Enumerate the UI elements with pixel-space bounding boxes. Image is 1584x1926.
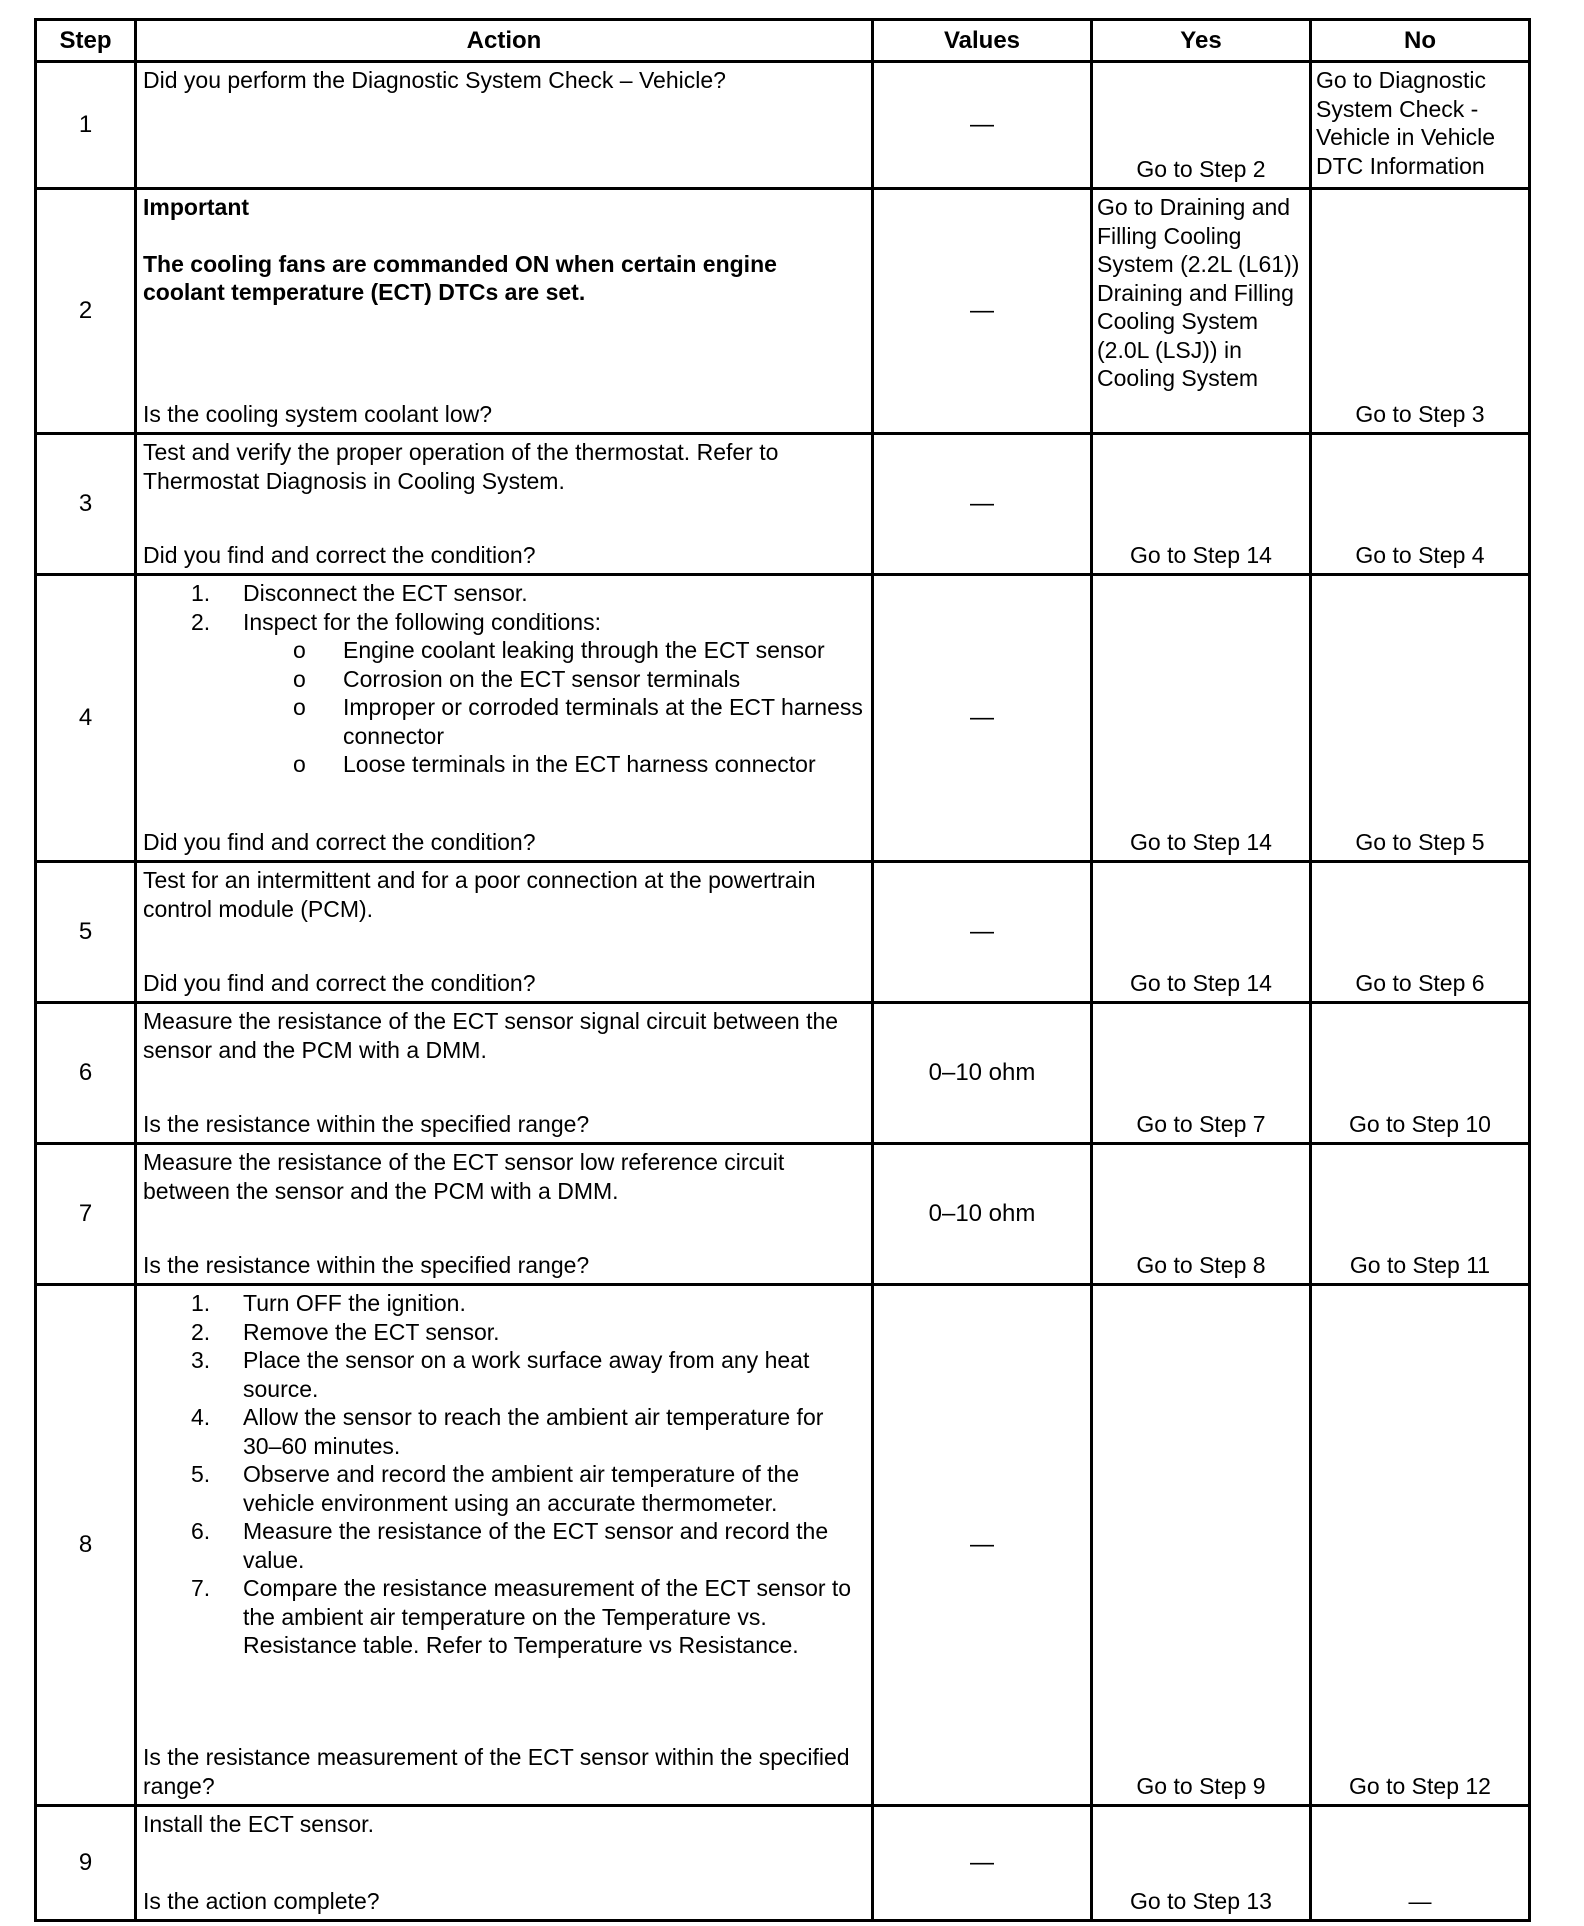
action-body — [143, 66, 865, 95]
yes-cell — [1092, 189, 1311, 434]
values-text: 0–10 ohm — [928, 1059, 1036, 1086]
table-row — [36, 1806, 1530, 1921]
table-row — [36, 189, 1530, 434]
values-cell — [873, 434, 1092, 575]
action-instruction: Test for an intermittent and for a poor connection at the powertrain control module (PCM). — [143, 867, 816, 922]
no-content — [1312, 1145, 1528, 1283]
action-cell — [136, 575, 873, 862]
yes-link: Go to Step 14 — [1130, 541, 1272, 568]
list-text: Inspect for the following conditions: — [243, 608, 601, 635]
values-text: — — [970, 297, 994, 324]
action-cell — [136, 1285, 873, 1806]
list-number: 1. — [191, 1290, 211, 1316]
table-row — [36, 434, 1530, 575]
table-row — [36, 1003, 1530, 1144]
yes-content — [1093, 1286, 1309, 1804]
step-cell — [36, 1285, 136, 1806]
yes-cell — [1092, 62, 1311, 189]
action-cell — [136, 862, 873, 1003]
no-cell — [1311, 1806, 1530, 1921]
yes-link: Go to Step 14 — [1130, 969, 1272, 996]
table-row — [36, 862, 1530, 1003]
action-question: Is the resistance measurement of the ECT sensor within the specified range? — [143, 1744, 850, 1799]
action-body — [143, 1007, 865, 1064]
yes-cell — [1092, 1003, 1311, 1144]
yes-link: Go to Step 7 — [1136, 1110, 1266, 1137]
list-text: Observe and record the ambient air temperature of the vehicle environment using an accurate thermometer. — [243, 1461, 800, 1516]
values-cell — [873, 1285, 1092, 1806]
action-content — [137, 1807, 871, 1919]
step-number: 6 — [78, 1059, 93, 1086]
bullet-marker: o — [293, 751, 306, 777]
action-body — [143, 438, 865, 495]
no-content — [1312, 1004, 1528, 1142]
step-number: 3 — [78, 490, 93, 517]
yes-link: Go to Step 8 — [1136, 1251, 1266, 1278]
bullet-text: Engine coolant leaking through the ECT sensor — [343, 637, 825, 663]
no-link: Go to Step 12 — [1349, 1772, 1491, 1799]
bullet-item — [143, 665, 865, 694]
action-body — [143, 1289, 865, 1660]
list-number: 7. — [191, 1575, 211, 1601]
action-question: Is the resistance within the specified range? — [143, 1110, 590, 1137]
values-cell — [873, 862, 1092, 1003]
action-instruction: Measure the resistance of the ECT sensor low reference circuit between the sensor and the PCM with a DMM. — [143, 1149, 785, 1204]
action-cell — [136, 62, 873, 189]
values-text: — — [970, 111, 994, 138]
numbered-list — [143, 579, 865, 779]
step-cell — [36, 575, 136, 862]
values-text: — — [970, 1531, 994, 1558]
list-number: 2. — [191, 1318, 211, 1345]
header-row — [36, 20, 1530, 62]
bullet-item — [143, 636, 865, 665]
bullet-marker: o — [293, 637, 306, 663]
step-number: 2 — [78, 297, 93, 324]
list-item — [143, 1403, 865, 1460]
list-number: 1. — [191, 580, 211, 606]
list-text: Compare the resistance measurement of the ECT sensor to the ambient air temperature on the Temperature vs. Resistance table. Refer to Temperature vs Resistance. — [243, 1575, 852, 1658]
no-link: Go to Step 10 — [1349, 1110, 1491, 1137]
no-cell — [1311, 575, 1530, 862]
list-item — [143, 1318, 865, 1347]
bullet-list — [243, 636, 865, 779]
bullet-item — [143, 750, 865, 779]
action-body — [143, 1148, 865, 1205]
yes-content — [1093, 435, 1309, 573]
header-values: Values — [873, 20, 1092, 62]
yes-link: Go to Step 9 — [1136, 1772, 1266, 1799]
values-cell — [873, 189, 1092, 434]
action-body — [143, 866, 865, 923]
values-text: — — [970, 704, 994, 731]
bullet-item — [143, 693, 865, 750]
action-question: Is the cooling system coolant low? — [143, 400, 493, 427]
no-link: Go to Diagnostic System Check - Vehicle in Vehicle DTC Information — [1316, 67, 1496, 179]
action-cell — [136, 1144, 873, 1285]
no-cell — [1311, 1144, 1530, 1285]
yes-link: Go to Step 2 — [1136, 155, 1266, 182]
header-no: No — [1311, 20, 1530, 62]
yes-content — [1093, 576, 1309, 860]
no-cell — [1311, 434, 1530, 575]
table-row — [36, 575, 1530, 862]
important-heading: Important — [143, 194, 250, 220]
yes-link: Go to Step 14 — [1130, 828, 1272, 855]
list-item — [143, 1517, 865, 1574]
action-content — [137, 63, 871, 187]
step-number: 7 — [78, 1200, 93, 1227]
important-note: The cooling fans are commanded ON when certain engine coolant temperature (ECT) DTCs are set. — [143, 250, 777, 305]
values-cell — [873, 62, 1092, 189]
step-number: 1 — [78, 111, 93, 138]
list-item — [143, 1289, 865, 1318]
no-content — [1312, 63, 1528, 187]
values-cell — [873, 575, 1092, 862]
no-link: Go to Step 11 — [1349, 1251, 1491, 1278]
action-instruction: Test and verify the proper operation of the thermostat. Refer to Thermostat Diagnosis in Cooling System. — [143, 439, 779, 494]
yes-cell — [1092, 575, 1311, 862]
list-text: Remove the ECT sensor. — [243, 1318, 500, 1345]
yes-content — [1093, 63, 1309, 187]
action-question: Did you find and correct the condition? — [143, 969, 536, 996]
list-number: 6. — [191, 1518, 211, 1544]
list-item — [143, 1574, 865, 1660]
action-body — [143, 579, 865, 779]
no-link: Go to Step 4 — [1355, 541, 1485, 568]
no-content — [1312, 1286, 1528, 1804]
yes-link: Go to Draining and Filling Cooling System (2.2L (L61)) Draining and Filling Cooling System (2.0L (LSJ)) in Cooling System — [1097, 194, 1300, 391]
yes-cell — [1092, 1285, 1311, 1806]
list-item — [143, 608, 865, 779]
step-cell — [36, 189, 136, 434]
no-link: Go to Step 3 — [1355, 400, 1485, 427]
values-text: 0–10 ohm — [928, 1200, 1036, 1227]
no-link: Go to Step 5 — [1355, 828, 1485, 855]
step-number: 8 — [78, 1531, 93, 1558]
list-item — [143, 579, 865, 608]
action-content — [137, 863, 871, 1001]
bullet-text: Improper or corroded terminals at the ECT harness connector — [343, 694, 863, 749]
values-text: — — [970, 918, 994, 945]
header-step: Step — [36, 20, 136, 62]
action-content — [137, 1286, 871, 1804]
no-cell — [1311, 1003, 1530, 1144]
yes-content — [1093, 1004, 1309, 1142]
step-cell — [36, 862, 136, 1003]
step-number: 9 — [78, 1849, 93, 1876]
action-body — [143, 1810, 865, 1839]
step-cell — [36, 1003, 136, 1144]
table-row — [36, 1285, 1530, 1806]
yes-cell — [1092, 434, 1311, 575]
yes-cell — [1092, 862, 1311, 1003]
list-item — [143, 1346, 865, 1403]
action-question: Is the resistance within the specified range? — [143, 1251, 590, 1278]
values-cell — [873, 1003, 1092, 1144]
action-cell — [136, 1003, 873, 1144]
values-cell — [873, 1144, 1092, 1285]
list-number: 5. — [191, 1461, 211, 1487]
bullet-text: Corrosion on the ECT sensor terminals — [343, 665, 741, 692]
step-cell — [36, 62, 136, 189]
table-row — [36, 1144, 1530, 1285]
no-link: Go to Step 6 — [1355, 969, 1485, 996]
action-cell — [136, 189, 873, 434]
header-action: Action — [136, 20, 873, 62]
action-instruction: Measure the resistance of the ECT sensor signal circuit between the sensor and the PCM with a DMM. — [143, 1008, 839, 1063]
action-content — [137, 1004, 871, 1142]
action-instruction: Did you perform the Diagnostic System Check – Vehicle? — [143, 67, 726, 93]
no-content — [1312, 435, 1528, 573]
action-question: Did you find and correct the condition? — [143, 828, 536, 855]
action-cell — [136, 1806, 873, 1921]
values-text: — — [970, 1849, 994, 1876]
list-number: 3. — [191, 1347, 211, 1373]
step-number: 4 — [78, 704, 93, 731]
action-question: Is the action complete? — [143, 1887, 380, 1914]
yes-content — [1093, 190, 1309, 432]
no-content — [1312, 863, 1528, 1001]
action-cell — [136, 434, 873, 575]
yes-link: Go to Step 13 — [1130, 1887, 1272, 1914]
step-cell — [36, 434, 136, 575]
list-text: Measure the resistance of the ECT sensor and record the value. — [243, 1518, 829, 1573]
no-cell — [1311, 189, 1530, 434]
list-number: 4. — [191, 1404, 211, 1430]
bullet-marker: o — [293, 694, 306, 720]
step-number: 5 — [78, 918, 93, 945]
list-number: 2. — [191, 608, 211, 635]
list-text: Place the sensor on a work surface away from any heat source. — [243, 1347, 810, 1402]
no-content — [1312, 190, 1528, 432]
no-content — [1312, 576, 1528, 860]
yes-content — [1093, 1807, 1309, 1919]
bullet-text: Loose terminals in the ECT harness connector — [343, 751, 816, 777]
bullet-marker: o — [293, 665, 306, 692]
action-instruction: Install the ECT sensor. — [143, 1811, 374, 1837]
no-content — [1312, 1807, 1528, 1919]
list-text: Allow the sensor to reach the ambient air temperature for 30–60 minutes. — [243, 1404, 824, 1459]
list-text: Disconnect the ECT sensor. — [243, 580, 528, 606]
values-text: — — [970, 490, 994, 517]
numbered-list — [143, 1289, 865, 1660]
action-question: Did you find and correct the condition? — [143, 541, 536, 568]
yes-content — [1093, 1145, 1309, 1283]
action-content — [137, 576, 871, 860]
action-content — [137, 435, 871, 573]
values-cell — [873, 1806, 1092, 1921]
no-cell — [1311, 1285, 1530, 1806]
action-body — [143, 193, 865, 307]
action-content — [137, 1145, 871, 1283]
table-row — [36, 62, 1530, 189]
action-content — [137, 190, 871, 432]
header-yes: Yes — [1092, 20, 1311, 62]
no-cell — [1311, 62, 1530, 189]
diagnostic-table — [34, 18, 1531, 1922]
no-cell — [1311, 862, 1530, 1003]
yes-cell — [1092, 1806, 1311, 1921]
yes-cell — [1092, 1144, 1311, 1285]
list-item — [143, 1460, 865, 1517]
step-cell — [36, 1806, 136, 1921]
step-cell — [36, 1144, 136, 1285]
no-link: — — [1408, 1887, 1432, 1914]
list-text: Turn OFF the ignition. — [243, 1290, 466, 1316]
yes-content — [1093, 863, 1309, 1001]
